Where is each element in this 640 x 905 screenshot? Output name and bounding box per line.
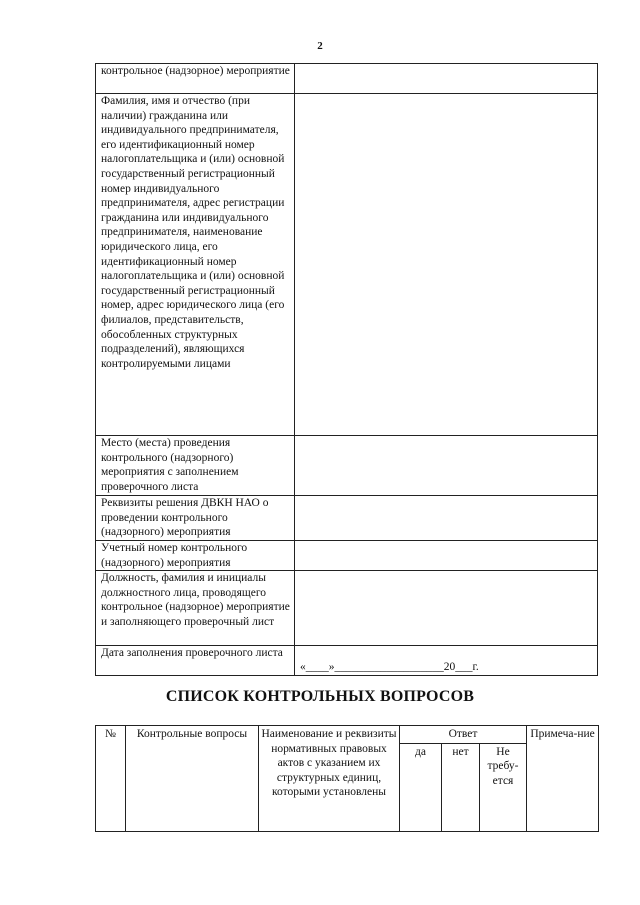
col-number-header: № — [96, 726, 126, 832]
info-row — [96, 64, 598, 94]
info-label: Дата заполнения проверочного листа — [96, 646, 295, 676]
answer-not-required-header: Не требу-ется — [480, 743, 527, 831]
section-title: СПИСОК КОНТРОЛЬНЫХ ВОПРОСОВ — [165, 688, 475, 705]
info-row — [96, 94, 598, 436]
info-label: Место (места) проведения контрольного (надзорного) мероприятия с заполнением проверочного листа — [96, 436, 295, 496]
answer-no-header: нет — [442, 743, 480, 831]
info-label: Должность, фамилия и инициалы должностного лица, проводящего контрольное (надзорное) мероприятие и заполняющего проверочный лист — [96, 571, 295, 646]
info-value-field[interactable] — [295, 496, 598, 541]
info-value-field[interactable] — [295, 64, 598, 94]
info-row — [96, 646, 598, 676]
col-questions-header: Контрольные вопросы — [126, 726, 259, 832]
info-value-field[interactable] — [295, 541, 598, 571]
fill-date-field[interactable] — [295, 646, 598, 676]
info-value-field[interactable] — [295, 571, 598, 646]
fill-date-text: «____»___________________20___г. — [300, 661, 479, 674]
header-row — [96, 726, 599, 744]
col-answer-header: Ответ — [400, 726, 527, 744]
answer-yes-header: да — [400, 743, 442, 831]
col-notes-header: Примеча-ние — [527, 726, 599, 832]
info-table — [95, 63, 598, 676]
info-label: Реквизиты решения ДВКН НАО о проведении контрольного (надзорного) мероприятия — [96, 496, 295, 541]
info-row — [96, 541, 598, 571]
col-acts-header: Наименование и реквизиты нормативных правовых актов с указанием их структурных единиц, которыми установлены — [259, 726, 400, 832]
info-label: Учетный номер контрольного (надзорного) мероприятия — [96, 541, 295, 571]
info-value-field[interactable] — [295, 94, 598, 436]
page-number: 2 — [317, 40, 323, 52]
info-label: Фамилия, имя и отчество (при наличии) гражданина или индивидуального предпринимателя, его идентификационный номер налогоплательщика и (или) основной государственный регистрационный номер индивидуального предпринимателя, адрес регистрации гражданина или индивидуального предпринимателя, наименование юридического лица, его идентификационный номер налогоплательщика и (или) основной государственный регистрационный номер, адрес юридического лица (его филиалов, представительств, обособленных структурных подразделений), являющихся контролируемыми лицами — [96, 94, 295, 436]
questions-table — [95, 725, 599, 832]
info-label: контрольное (надзорное) мероприятие — [96, 64, 295, 94]
info-value-field[interactable] — [295, 436, 598, 496]
info-row — [96, 571, 598, 646]
info-row — [96, 496, 598, 541]
info-row — [96, 436, 598, 496]
